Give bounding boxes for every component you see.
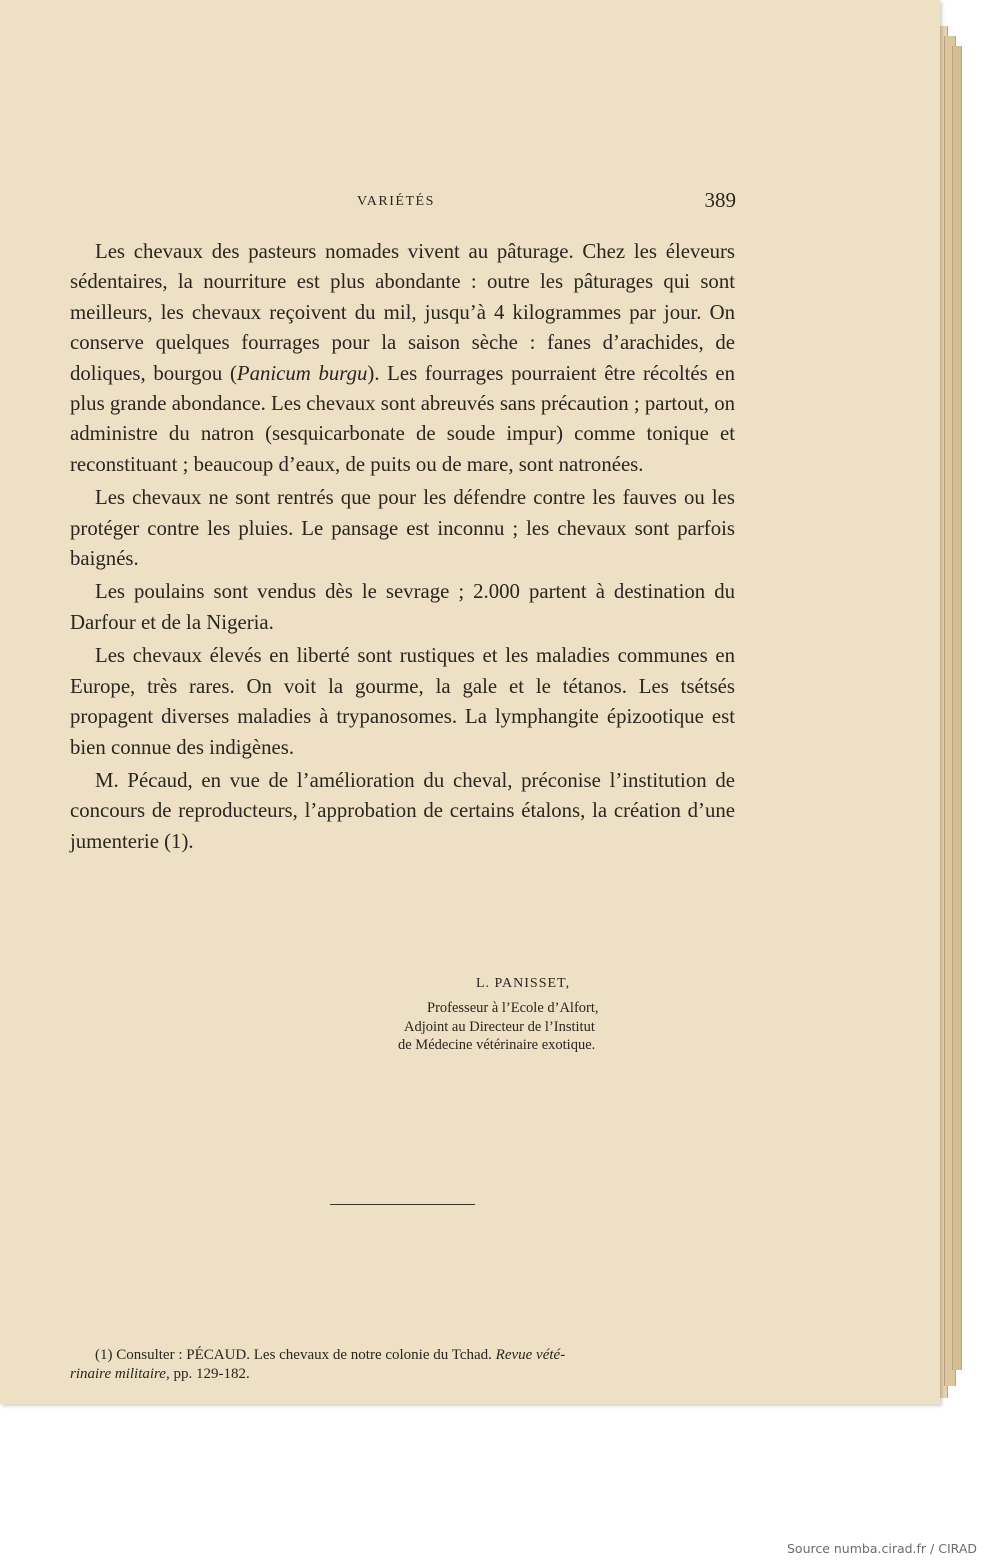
- footnote: [70, 1346, 740, 1384]
- source-credit: Source numba.cirad.fr / CIRAD: [786, 1541, 977, 1556]
- paragraph: M. Pécaud, en vue de l’amélioration du cheval, préconise l’institution de concours de reproducteurs, l’approbation de certains étalons, la création d’une jumenterie (1).: [70, 768, 735, 853]
- paragraph: Les chevaux des pasteurs nomades vivent au pâturage. Chez les éleveurs sédentaires, la nourriture est plus abondante : outre les pâturages qui sont meilleurs, les chevaux reçoivent du mil, jusqu’à 4 kilogrammes par jour. On conserve quelques fourrages pour la saison sèche : fanes d’arachides, de doliques, bourgou (Panicum burgu). Les fourrages pourraient être récoltés en plus grande abondance. Les chevaux sont abreuvés sans précaution ; partout, on administre du natron (sesquicarbonate de soude impur) comme tonique et reconstituant ; beaucoup d’eaux, de puits ou de mare, sont natronées.: [70, 240, 735, 476]
- footnote-journal: Revue vété-: [495, 1347, 566, 1363]
- paragraph: Les chevaux élevés en liberté sont rustiques et les maladies communes en Europe, très rares. On voit la gourme, la gale et le tétanos. Les tsétsés propagent diverses maladies à trypanosomes. La lymphangite épizootique est bien connue des indigènes.: [70, 644, 735, 759]
- author-title-line: de Médecine vétérinaire exotique.: [398, 1037, 596, 1053]
- section-divider: [330, 1204, 475, 1205]
- author-name: L. PANISSET,: [476, 976, 571, 991]
- body-text: [70, 237, 735, 860]
- author-title-line: Adjoint au Directeur de l’Institut: [404, 1019, 595, 1035]
- page-number: 389: [704, 188, 736, 212]
- paragraph: Les chevaux ne sont rentrés que pour les défendre contre les fauves ou les protéger contre les pluies. Le pansage est inconnu ; les chevaux sont parfois baignés.: [70, 486, 735, 571]
- footnote-text: (1) Consulter : PÉCAUD. Les chevaux de notre colonie du Tchad.: [95, 1347, 496, 1363]
- footnote-journal: rinaire militaire: [70, 1366, 166, 1382]
- page-edge: [952, 46, 962, 1370]
- paragraph: Les poulains sont vendus dès le sevrage ; 2.000 partent à destination du Darfour et de la Nigeria.: [70, 580, 735, 634]
- running-title: VARIÉTÉS: [357, 194, 435, 209]
- running-head: [70, 190, 740, 216]
- footnote-pages: , pp. 129-182.: [165, 1366, 250, 1382]
- author-title-line: Professeur à l’Ecole d’Alfort,: [427, 1000, 599, 1016]
- italic-term: Panicum burgu: [236, 361, 368, 385]
